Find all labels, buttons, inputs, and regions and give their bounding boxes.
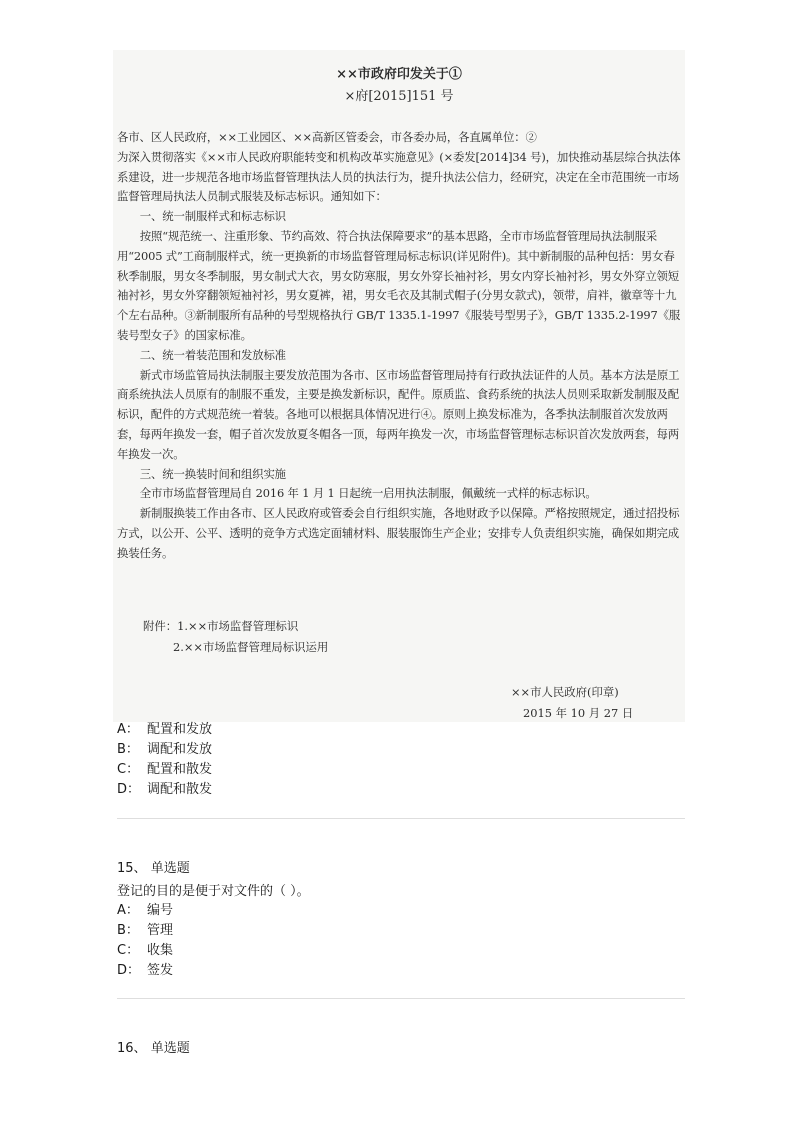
question-number: 15、	[117, 861, 147, 876]
scanned-document	[113, 50, 685, 722]
attachment-1: 附件：1.××市场监督管理标识	[143, 619, 299, 633]
q15-stem: 登记的目的是便于对文件的（ ）。	[117, 884, 310, 899]
question-type: 单选题	[150, 861, 190, 876]
doc-body	[117, 128, 683, 564]
option-a[interactable]: A： 编号	[117, 903, 174, 918]
option-c[interactable]: C： 收集	[117, 943, 174, 958]
option-b[interactable]: B： 管理	[117, 923, 174, 938]
question-number: 16、	[117, 1041, 147, 1056]
option-d[interactable]: D： 调配和散发	[117, 782, 213, 797]
doc-number: ×府[2015]151 号	[344, 89, 454, 104]
doc-paragraph: 按照“规范统一、注重形象、节约高效、符合执法保障要求”的基本思路，全市市场监督管理局执法制服采用“2005 式”工商制服样式，统一更换新的市场监督管理局标志标识(详见附件)。其中新制服的品种包括：男女春秋季制服，男女冬季制服，男女制式大衣，男女防寒服，男女外穿长袖衬衫，男女内穿长袖衬衫，男女外穿立领短袖衬衫，男女外穿翻领短袖衬衫，男女夏裤，裙，男女毛衣及其制式帽子(分男女款式)，领带，肩袢，徽章等十九个左右品种。③新制服所有品种的号型规格执行 GB/T 1335.1-1997《服装号型男子》，GB/T 1335.2-1997《服装号型女子》的国家标准。	[117, 228, 681, 342]
divider	[117, 998, 685, 999]
divider	[117, 818, 685, 819]
q15-options	[117, 901, 173, 981]
doc-paragraph: 全市市场监督管理局自 2016 年 1 月 1 日起统一启用执法制服，佩戴统一式样的标志标识。	[139, 486, 597, 501]
question-type: 单选题	[150, 1041, 190, 1056]
option-b[interactable]: B： 调配和发放	[117, 742, 213, 757]
q16-header	[117, 1037, 190, 1056]
q14-options	[117, 720, 212, 800]
attachment-2: 2.××市场监督管理局标识运用	[173, 640, 329, 654]
doc-paragraph: 新式市场监管局执法制服主要发放范围为各市、区市场监督管理局持有行政执法证件的人员。基本方法是原工商系统执法人员原有的制服不重发，主要是换发新标识，配件。原质监、食药系统的执法人员则采取新发制服及配标识，配件的方式规范统一着装。各地可以根据具体情况进行④。原则上换发标准为，各季执法制服首次发放两套，每两年换发一套，帽子首次发放夏冬帽各一顶，每两年换发一次，市场监督管理标志标识首次发放两套，每两年换发一次。	[117, 367, 680, 461]
option-c[interactable]: C： 配置和散发	[117, 762, 213, 777]
option-d[interactable]: D： 签发	[117, 963, 174, 978]
doc-paragraph: 新制服换装工作由各市、区人民政府或管委会自行组织实施，各地财政予以保障。严格按照规定，通过招投标方式，以公开、公平、透明的竞争方式选定面辅材料、服装服饰生产企业；安排专人负责组织实施，确保如期完成换装任务。	[117, 506, 680, 560]
signature: ××市人民政府(印章)	[511, 685, 619, 699]
doc-paragraph: 为深入贯彻落实《××市人民政府职能转变和机构改革实施意见》(×委发[2014]34 号)，加快推动基层综合执法体系建设，进一步规范各地市场监督管理执法人员的执法行为，提升执法公信力，经研究，决定在全市范围统一市场监督管理局执法人员制式服装及标志标识。通知如下：	[117, 149, 681, 204]
doc-date: 2015 年 10 月 27 日	[523, 706, 634, 720]
doc-addressee: 各市、区人民政府，××工业园区、××高新区管委会，市各委办局，各直属单位：②	[117, 130, 537, 144]
q15-header	[117, 857, 190, 876]
doc-heading-1: 一、统一制服样式和标志标识	[139, 209, 286, 224]
doc-title: ××市政府印发关于①	[336, 67, 462, 82]
doc-heading-3: 三、统一换装时间和组织实施	[139, 466, 286, 481]
doc-heading-2: 二、统一着装范围和发放标准	[139, 347, 286, 362]
option-a[interactable]: A： 配置和发放	[117, 722, 213, 737]
